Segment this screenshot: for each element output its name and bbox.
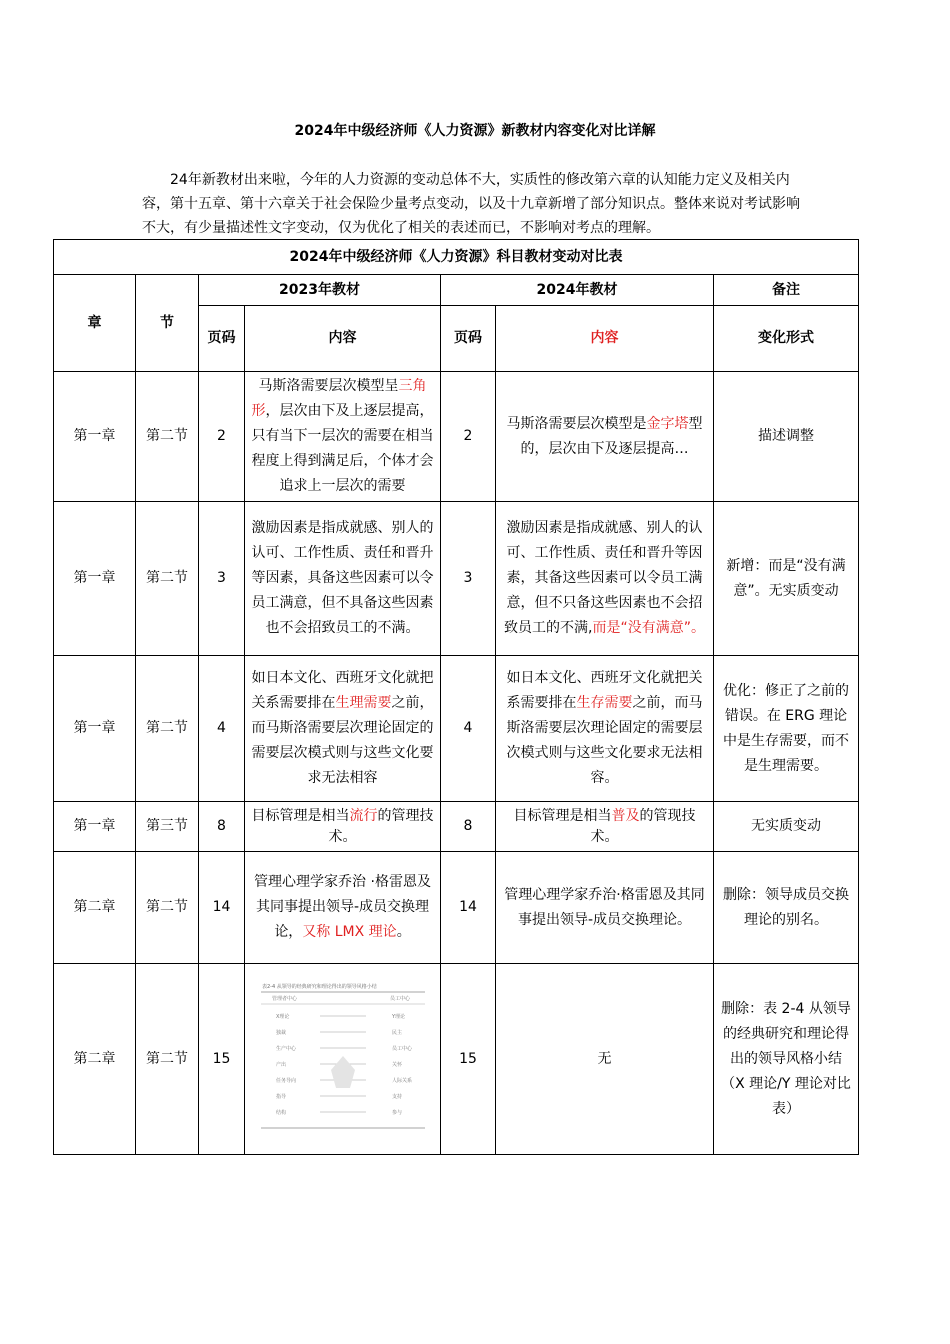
cell-page-2024: 15 — [441, 964, 496, 1155]
cell-page-2023: 3 — [199, 502, 245, 656]
thumb-head-left: 管理者中心 — [271, 995, 297, 1002]
thumb-right-label: 参与 — [391, 1109, 402, 1116]
cell-page-2024: 3 — [441, 502, 496, 656]
cell-note: 描述调整 — [714, 372, 859, 502]
cell-page-2024: 8 — [441, 802, 496, 852]
header-2023: 2023年教材 — [199, 275, 441, 306]
thumb-right-label: 支持 — [391, 1093, 402, 1100]
cell-page-2023: 14 — [199, 852, 245, 964]
thumb-left-label: 结构 — [275, 1109, 286, 1116]
thumb-left-label: 指导 — [275, 1093, 286, 1100]
cell-section: 第二节 — [136, 502, 199, 656]
cell-page-2024: 4 — [441, 656, 496, 802]
cell-chapter: 第一章 — [54, 656, 136, 802]
header-content-2024: 内容 — [496, 306, 714, 372]
comparison-table — [53, 239, 859, 1155]
table-row — [54, 964, 859, 1155]
thumb-right-label: 人际关系 — [391, 1077, 412, 1084]
header-page-2024: 页码 — [441, 306, 496, 372]
header-change-type: 变化形式 — [714, 306, 859, 372]
cell-content-2023: 如日本文化、西班牙文化就把关系需要排在生理需要之前，而马斯洛需要层次理论固定的需要层次模式则与这些文化要求无法相容 — [245, 656, 441, 802]
deleted-table-thumbnail — [258, 978, 428, 1141]
header-page-2023: 页码 — [199, 306, 245, 372]
cell-page-2023: 8 — [199, 802, 245, 852]
cell-content-2024: 马斯洛需要层次模型是金字塔型的，层次由下及逐层提高… — [496, 372, 714, 502]
document-title: 2024年中级经济师《人力资源》新教材内容变化对比详解 — [294, 123, 656, 139]
cell-section: 第二节 — [136, 372, 199, 502]
cell-section: 第三节 — [136, 802, 199, 852]
cell-chapter: 第一章 — [54, 372, 136, 502]
cell-content-2024: 管理心理学家乔治·格雷恩及其同事提出领导-成员交换理论。 — [496, 852, 714, 964]
cell-note: 删除：领导成员交换理论的别名。 — [714, 852, 859, 964]
cell-content-2023: 马斯洛需要层次模型呈三角形，层次由下及上逐层提高，只有当下一层次的需要在相当程度上得到满足后，个体才会追求上一层次的需要 — [245, 372, 441, 502]
header-section: 节 — [136, 275, 199, 372]
thumb-left-label: 任务导向 — [275, 1077, 296, 1084]
cell-content-2024: 目标管理是相当普及的管现技术。 — [496, 802, 714, 852]
thumb-right-label: 民主 — [391, 1029, 402, 1036]
thumb-right-label: 关怀 — [391, 1061, 402, 1068]
thumb-right-label: Y理论 — [391, 1013, 405, 1020]
thumb-left-label: 产出 — [275, 1061, 286, 1068]
table-row — [54, 372, 859, 502]
thumb-left-label: 独裁 — [275, 1029, 286, 1036]
table-row — [54, 852, 859, 964]
cell-page-2024: 14 — [441, 852, 496, 964]
cell-content-2024: 无 — [496, 964, 714, 1155]
cell-note: 优化：修正了之前的错误。在 ERG 理论中是生存需要，而不是生理需要。 — [714, 656, 859, 802]
cell-chapter: 第一章 — [54, 802, 136, 852]
cell-page-2023: 2 — [199, 372, 245, 502]
cell-content-2023: 目标管理是相当流行的管理技术。 — [245, 802, 441, 852]
cell-page-2024: 2 — [441, 372, 496, 502]
header-note: 备注 — [714, 275, 859, 306]
cell-page-2023: 15 — [199, 964, 245, 1155]
header-content-2023: 内容 — [245, 306, 441, 372]
cell-note: 新增：而是“没有满意”。无实质变动 — [714, 502, 859, 656]
cell-content-2023: 管理心理学家乔治 ·格雷恩及其同事提出领导-成员交换理论，又称 LMX 理论。 — [245, 852, 441, 964]
cell-chapter: 第二章 — [54, 964, 136, 1155]
thumb-right-label: 员工中心 — [391, 1045, 412, 1052]
table-row — [54, 502, 859, 656]
cell-section: 第二节 — [136, 964, 199, 1155]
cell-chapter: 第一章 — [54, 502, 136, 656]
cell-note: 删除：表 2-4 从领导的经典研究和理论得出的领导风格小结（X 理论/Y 理论对比表） — [714, 964, 859, 1155]
thumb-left-label: X理论 — [275, 1013, 289, 1020]
cell-page-2023: 4 — [199, 656, 245, 802]
header-2024: 2024年教材 — [441, 275, 714, 306]
cell-content-2024: 激励因素是指成就感、别人的认可、工作性质、责任和晋升等因素，其备这些因素可以令员工满意，但不只备这些因素也不会招致员工的不满,而是“没有满意”。 — [496, 502, 714, 656]
thumb-left-label: 生产中心 — [275, 1045, 296, 1052]
thumb-head-right: 员工中心 — [389, 995, 410, 1002]
intro-paragraph: 24年新教材出来啦，今年的人力资源的变动总体不大，实质性的修改第六章的认知能力定义及相关内容，第十五章、第十六章关于社会保险少量考点变动，以及十九章新增了部分知识点。整体来说对考试影响不大，有少量描述性文字变动，仅为优化了相关的表述而已，不影响对考点的理解。 — [142, 172, 800, 236]
thumb-caption: 表2-4 从领导的经典研究和理论得出的领导风格小结 — [261, 983, 377, 990]
table-row — [54, 802, 859, 852]
table-caption: 2024年中级经济师《人力资源》科目教材变动对比表 — [54, 240, 859, 275]
cell-content-2023: 激励因素是指成就感、别人的认可、工作性质、责任和晋升等因素，具备这些因素可以令员工满意，但不具备这些因素也不会招致员工的不满。 — [245, 502, 441, 656]
cell-section: 第二节 — [136, 656, 199, 802]
cell-content-2023 — [245, 964, 441, 1155]
cell-content-2024: 如日本文化、西班牙文化就把关系需要排在生存需要之前，而马斯洛需要层次理论固定的需要层次模式则与这些文化要求无法相容。 — [496, 656, 714, 802]
cell-note: 无实质变动 — [714, 802, 859, 852]
cell-section: 第二节 — [136, 852, 199, 964]
header-chapter: 章 — [54, 275, 136, 372]
cell-chapter: 第二章 — [54, 852, 136, 964]
table-row — [54, 656, 859, 802]
